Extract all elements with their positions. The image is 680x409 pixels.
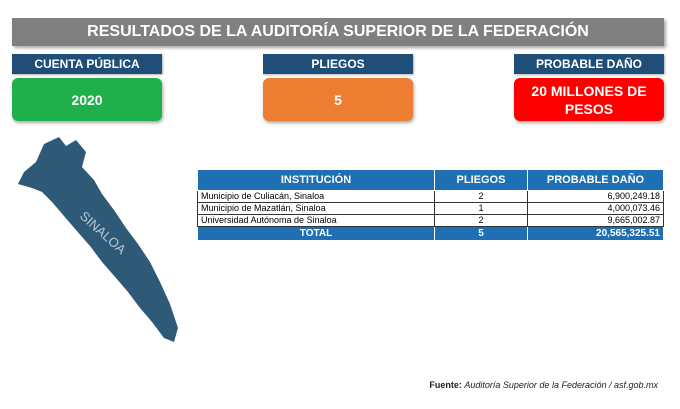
- cuenta-publica-value: 2020: [12, 78, 162, 121]
- table-row: [198, 215, 664, 227]
- source-label: Fuente:: [429, 380, 462, 390]
- results-table: [197, 169, 664, 241]
- row-probable-dano: 4,000,073.46: [528, 203, 664, 215]
- cuenta-publica-label: CUENTA PÚBLICA: [12, 54, 162, 74]
- total-pliegos: 5: [435, 227, 528, 241]
- header-probable-dano: PROBABLE DAÑO: [528, 170, 664, 191]
- source-text: Auditoría Superior de la Federación / asf.gob.mx: [464, 380, 658, 390]
- pliegos-label: PLIEGOS: [263, 54, 413, 74]
- sinaloa-map: [14, 132, 184, 352]
- total-label: TOTAL: [198, 227, 435, 241]
- row-institucion: Universidad Autónoma de Sinaloa: [198, 215, 435, 227]
- probable-dano-label: PROBABLE DAÑO: [514, 54, 664, 74]
- total-row: [198, 227, 664, 241]
- header-institucion: INSTITUCIÓN: [198, 170, 435, 191]
- row-institucion: Municipio de Culiacán, Sinaloa: [198, 191, 435, 203]
- row-pliegos: 2: [435, 191, 528, 203]
- table-header-row: [198, 170, 664, 191]
- map-label: SINALOA: [77, 208, 129, 258]
- probable-dano-value: 20 MILLONES DE PESOS: [514, 78, 664, 121]
- row-institucion: Municipio de Mazatlán, Sinaloa: [198, 203, 435, 215]
- page-title: RESULTADOS DE LA AUDITORÍA SUPERIOR DE LA FEDERACIÓN: [12, 18, 664, 46]
- sinaloa-shape: [18, 137, 178, 342]
- header-pliegos: PLIEGOS: [435, 170, 528, 191]
- row-probable-dano: 6,900,249.18: [528, 191, 664, 203]
- row-pliegos: 1: [435, 203, 528, 215]
- source-note: [429, 380, 658, 390]
- table-row: [198, 203, 664, 215]
- total-probable-dano: 20,565,325.51: [528, 227, 664, 241]
- pliegos-value: 5: [263, 78, 413, 121]
- table-row: [198, 191, 664, 203]
- row-pliegos: 2: [435, 215, 528, 227]
- row-probable-dano: 9,665,002.87: [528, 215, 664, 227]
